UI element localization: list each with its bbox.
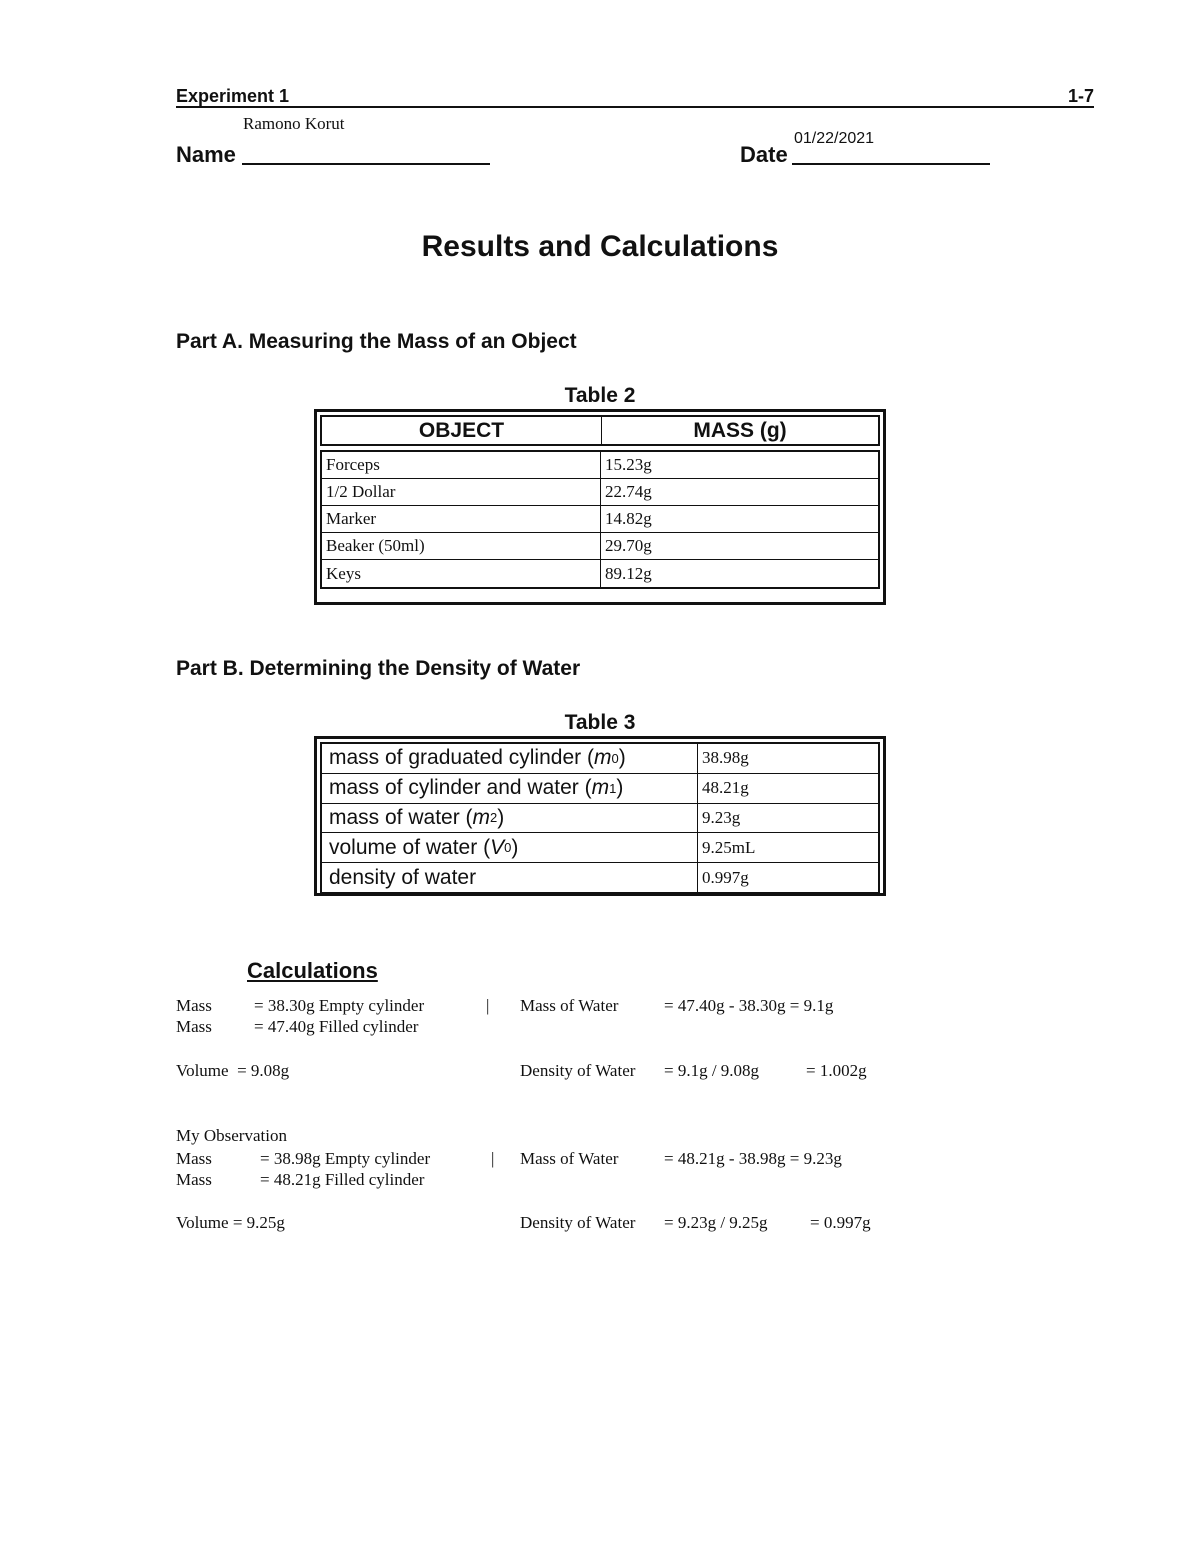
mass-cell: 14.82g [605,509,652,528]
calc-mass-2-label: Mass [176,1017,212,1036]
mass-cell: 15.23g [605,455,652,474]
quantity-cell [322,744,698,773]
table-row [322,863,878,892]
value-cell: 38.98g [702,748,749,768]
obs-mass-1-value: = 38.98g Empty cylinder [260,1149,431,1168]
calc-mass-1-label: Mass [176,996,212,1015]
quantity-symbol: m [591,776,610,800]
mass-cell: 22.74g [605,482,652,501]
table-row [322,533,878,560]
value-cell: 48.21g [702,778,749,798]
table-3 [314,736,886,896]
obs-separator: | [491,1149,495,1168]
quantity-label: mass of graduated cylinder ( [329,746,594,770]
date-underline [792,163,990,165]
object-cell: Keys [322,560,601,587]
quantity-label: mass of water ( [329,805,473,829]
mass-cell: 89.12g [605,563,652,583]
calc-water-label: Mass of Water [520,996,619,1015]
calc-mass-1-value: = 38.30g Empty cylinder [254,996,425,1015]
object-cell: Beaker (50ml) [322,533,601,559]
quantity-end: ) [618,746,626,770]
calc-mass-2-value: = 47.40g Filled cylinder [254,1017,419,1036]
table-row [322,804,878,834]
obs-density-value: = 9.23g / 9.25g [664,1213,768,1232]
quantity-subscript: 1 [609,780,617,796]
quantity-label: mass of cylinder and water ( [329,776,592,800]
column-header-object: OBJECT [322,417,602,444]
table-row [322,744,878,774]
quantity-end: ) [511,835,519,859]
object-cell: Forceps [322,452,601,478]
table-row [322,452,878,479]
calc-density-label: Density of Water [520,1061,636,1080]
obs-mass-2-label: Mass [176,1170,212,1189]
calculations-heading: Calculations [247,958,378,983]
date-label: Date [740,142,788,167]
quantity-cell [322,833,698,862]
table-2-header [320,415,880,446]
mass-cell: 29.70g [605,536,652,555]
quantity-subscript: 0 [611,750,619,766]
table-row [322,833,878,863]
page-number: 1-7 [1067,86,1094,106]
object-cell: 1/2 Dollar [322,479,601,505]
obs-mass-2-value: = 48.21g Filled cylinder [260,1170,425,1189]
date-value: 01/22/2021 [794,130,875,147]
table-row [322,506,878,533]
table-2 [314,409,886,605]
quantity-symbol: V [490,835,505,859]
quantity-label: density of water [329,865,477,889]
quantity-symbol: m [472,805,491,829]
column-header-mass: MASS (g) [693,418,787,442]
value-cell: 9.25mL [702,837,756,857]
table-row [322,774,878,804]
obs-water-label: Mass of Water [520,1149,619,1168]
quantity-symbol: m [593,746,612,770]
quantity-subscript: 2 [490,810,498,826]
object-cell: Marker [322,506,601,532]
obs-density-result: = 0.997g [810,1213,871,1232]
page-header [176,84,1094,108]
table-3-body [320,742,880,894]
value-cell: 0.997g [702,867,749,887]
quantity-subscript: 0 [504,840,512,856]
table-row [322,479,878,506]
value-cell: 9.23g [702,807,741,827]
obs-density-label: Density of Water [520,1213,636,1232]
part-a-heading: Part A. Measuring the Mass of an Object [176,330,577,353]
calc-density-result: = 1.002g [806,1061,867,1080]
table-3-caption: Table 3 [564,711,636,734]
quantity-cell [322,804,698,833]
name-value: Ramono Korut [243,114,345,133]
calc-separator: | [486,996,490,1015]
name-label: Name [176,142,236,167]
page-title: Results and Calculations [421,230,779,263]
calc-density-value: = 9.1g / 9.08g [664,1061,760,1080]
quantity-end: ) [616,776,624,800]
obs-water-value: = 48.21g - 38.98g = 9.23g [664,1149,842,1168]
obs-volume: Volume = 9.25g [176,1213,285,1232]
experiment-label: Experiment 1 [176,86,290,106]
observation-title: My Observation [176,1126,287,1145]
table-2-caption: Table 2 [564,384,636,407]
part-b-heading: Part B. Determining the Density of Water [176,657,581,680]
quantity-label: volume of water ( [329,835,491,859]
quantity-cell [322,863,698,892]
quantity-end: ) [497,805,505,829]
table-2-body [320,450,880,589]
calc-volume: Volume = 9.08g [176,1061,290,1080]
quantity-cell [322,774,698,803]
obs-mass-1-label: Mass [176,1149,212,1168]
name-underline [242,163,490,165]
calc-water-value: = 47.40g - 38.30g = 9.1g [664,996,834,1015]
table-row [322,560,878,587]
